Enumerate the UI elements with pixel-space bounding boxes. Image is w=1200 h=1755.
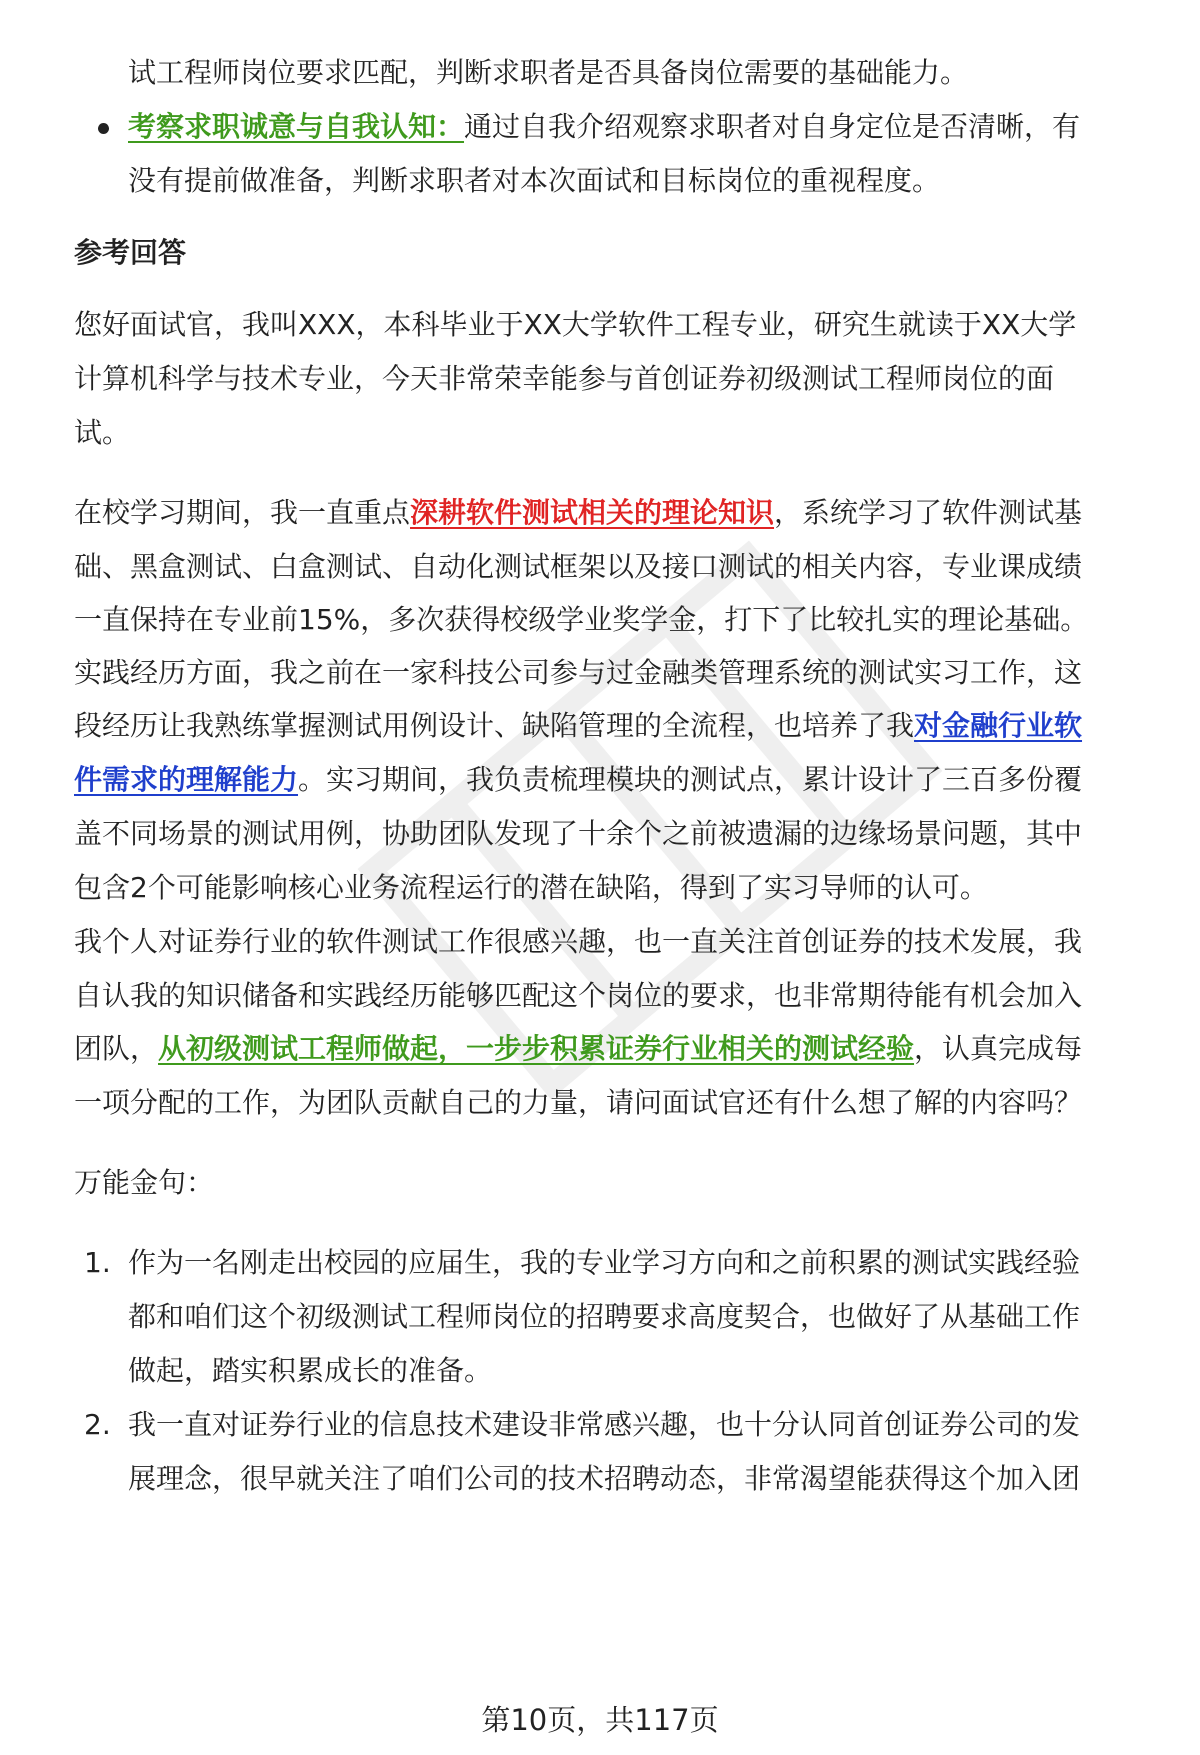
bullet-text: 通过自我介绍观察求职者对自身定位是否清晰，有 [464,110,1081,143]
highlight-green: 从初级测试工程师做起，一步步积累证券行业相关的测试经验 [158,1032,915,1065]
list-item-line: 我一直对证券行业的信息技术建设非常感兴趣，也十分认同首创证券公司的发 [128,1408,1081,1441]
paragraph-line [74,1029,1082,1069]
page-number-footer: 第10页，共117页 [481,1703,719,1737]
list-item-line: 展理念，很早就关注了咱们公司的技术招聘动态，非常渴望能获得这个加入团 [128,1462,1081,1495]
text-span: 段经历让我熟练掌握测试用例设计、缺陷管理的全流程，也培养了我 [74,709,915,742]
text-span: 在校学习期间，我一直重点 [74,496,411,529]
paragraph-line: 础、黑盒测试、白盒测试、自动化测试框架以及接口测试的相关内容，专业课成绩 [74,550,1083,583]
paragraph-line: 盖不同场景的测试用例，协助团队发现了十余个之前被遗漏的边缘场景问题，其中 [74,817,1083,850]
paragraph-line: 一项分配的工作，为团队贡献自己的力量，请问面试官还有什么想了解的内容吗？ [74,1086,1083,1119]
paragraph-line: 包含2个可能影响核心业务流程运行的潜在缺陷，得到了实习导师的认可。 [74,871,988,904]
paragraph-line [74,706,1082,746]
list-number: 1. [84,1246,111,1279]
phrases-title: 万能金句： [74,1166,215,1199]
text-span: ，系统学习了软件测试基 [774,496,1083,529]
paragraph-line: 一直保持在专业前15%，多次获得校级学业奖学金，打下了比较扎实的理论基础。 [74,603,1089,636]
section-title: 参考回答 [74,236,187,269]
list-item-line: 做起，踏实积累成长的准备。 [128,1354,493,1387]
list-item-line: 作为一名刚走出校园的应届生，我的专业学习方向和之前积累的测试实践经验 [128,1246,1081,1279]
list-number: 2. [84,1408,111,1441]
intro-line: 试工程师岗位要求匹配，判断求职者是否具备岗位需要的基础能力。 [128,56,969,89]
text-span: ，认真完成每 [914,1032,1083,1065]
paragraph-line: 实践经历方面，我之前在一家科技公司参与过金融类管理系统的测试实习工作，这 [74,656,1083,689]
bullet-highlight: 考察求职诚意与自我认知： [128,110,465,143]
paragraph-line: 我个人对证券行业的软件测试工作很感兴趣，也一直关注首创证券的技术发展，我 [74,925,1083,958]
list-item-line: 都和咱们这个初级测试工程师岗位的招聘要求高度契合，也做好了从基础工作 [128,1300,1081,1333]
highlight-blue: 件需求的理解能力 [74,763,299,796]
bullet-text-line2: 没有提前做准备，判断求职者对本次面试和目标岗位的重视程度。 [128,164,941,197]
paragraph-line: 计算机科学与技术专业，今天非常荣幸能参与首创证券初级测试工程师岗位的面 [74,362,1055,395]
paragraph-line [74,493,1082,533]
paragraph-line [74,760,1082,800]
text-span: 团队， [74,1032,159,1065]
highlight-blue: 对金融行业软 [914,709,1083,742]
bullet-dot [98,123,109,134]
paragraph-line: 自认我的知识储备和实践经历能够匹配这个岗位的要求，也非常期待能有机会加入 [74,979,1083,1012]
paragraph-line: 您好面试官，我叫XXX，本科毕业于XX大学软件工程专业，研究生就读于XX大学 [74,308,1077,341]
bullet-item [128,107,1080,147]
text-span: 。实习期间，我负责梳理模块的测试点，累计设计了三百多份覆 [298,763,1083,796]
paragraph-line: 试。 [74,416,131,449]
highlight-red: 深耕软件测试相关的理论知识 [410,496,775,529]
